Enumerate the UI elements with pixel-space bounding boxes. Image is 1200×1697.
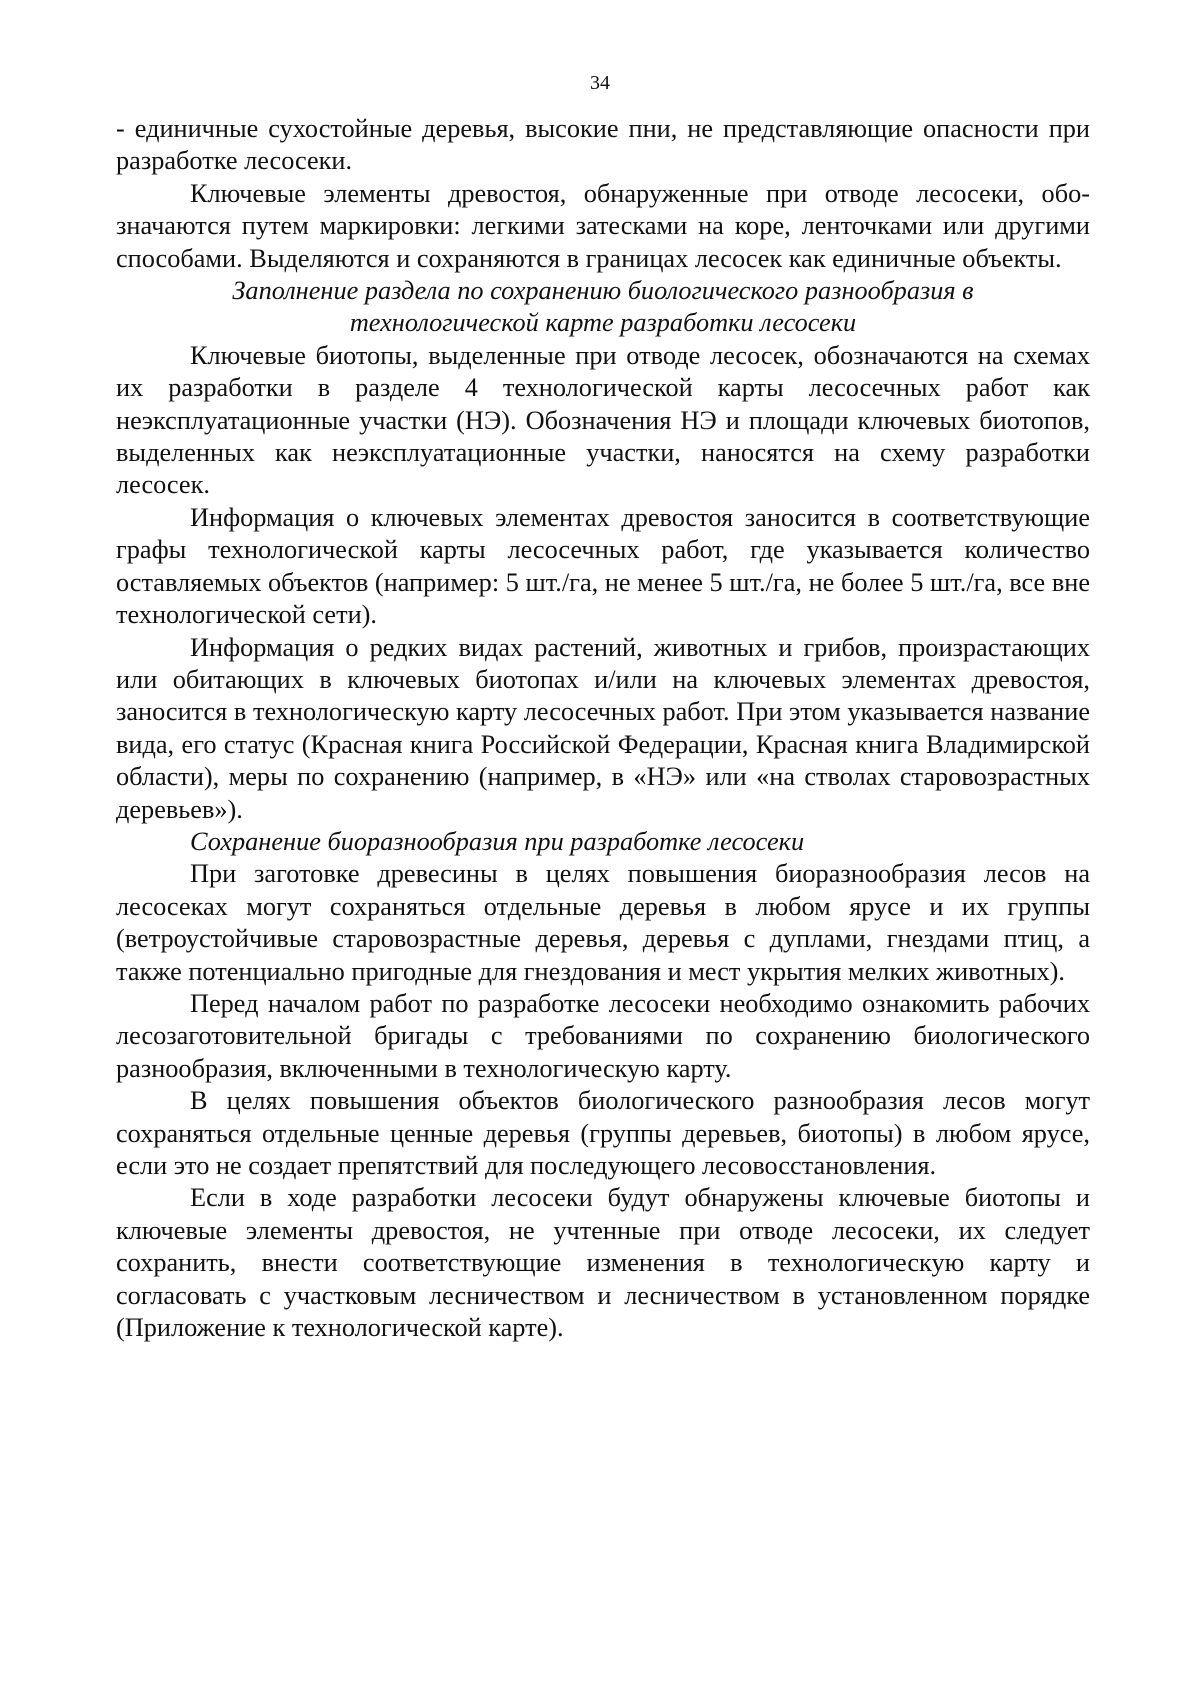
paragraph-rare-species: Информация о редких видах растений, животных и грибов, произрастающих или обитающих в ключевых биотопах и/или на ключевых элементах древостоя, заносится в технологическую карту лесосечных работ. При этом указывается название вида, его статус (Красная книга Российской Федерации, Красная книга Владимирской области), меры по сохранению (например, в «НЭ» или «на стволах старовозрастных деревьев»). (116, 632, 1090, 824)
section-heading-line-1: Заполнение раздела по сохранению биологического разнообразия в (232, 276, 974, 306)
paragraph-key-elements-marking: Ключевые элементы древостоя, обнаруженные при отводе лесосеки, обозначаются путем маркировки: легкими затесками на коре, ленточками или другими способами. Выделяются и сохраняются в границах лесосек как единичные объекты. (116, 178, 1090, 273)
paragraph-dead-trees: - единичные сухостойные деревья, высокие пни, не представляющие опасности при разработке лесосеки. (116, 114, 1090, 176)
paragraph-valuable-trees: В целях повышения объектов биологического разнообразия лесов могут сохраняться отдельные ценные деревья (группы деревьев, биотопы) в любом ярусе, если это не создает препятствий для последующего лесовосстановления. (116, 1086, 1090, 1180)
paragraph-key-biotopes: Ключевые биотопы, выделенные при отводе лесосек, обозначаются на схемах их разработки в разделе 4 технологической карты лесосечных работ как неэксплуатационные участки (НЭ). Обозначения НЭ и площади ключевых биотопов, выделенных как неэксплуатационные участки, наносятся на схему разработки лесосек. (116, 340, 1090, 500)
paragraph-key-elements-info: Информация о ключевых элементах древостоя заносится в соответствующие графы технологической карты лесосечных работ, где указывается количество оставляемых объектов (например: 5 шт./га, не менее 5 шт./га, не более 5 шт./га, все вне технологической сети). (116, 502, 1090, 630)
document-body (116, 113, 1090, 1344)
paragraph-crew-briefing: Перед началом работ по разработке лесосеки необходимо ознакомить рабочих лесозаготовительной бригады с требованиями по сохранению биологического разнообразия, включенными в технологическую карту. (116, 988, 1090, 1083)
paragraph-unrecorded-biotopes: Если в ходе разработки лесосеки будут обнаружены ключевые биотопы и ключевые элементы древостоя, не учтенные при отводе лесосеки, их следует сохранить, внести соответствующие изменения в технологическую карту и согласовать с участковым лесничеством и лесничеством в установленном порядке (Приложение к технологической карте). (116, 1183, 1090, 1343)
section-heading-biodiversity-logging: Сохранение биоразнообразия при разработке лесосеки (190, 826, 805, 856)
paragraph-tree-retention: При заготовке древесины в целях повышения биоразнообразия лесов на лесосеках могут сохраняться отдельные деревья в любом ярусе и их группы (ветроустойчивые старовозрастные деревья, деревья с дуплами, гнездами птиц, а также потенциально пригодные для гнездования и мест укрытия мелких животных). (116, 859, 1090, 986)
section-heading-biodiversity-map (116, 275, 1090, 340)
page-number: 34 (590, 72, 610, 94)
section-heading-line-2: технологической карте разработки лесосеки (349, 308, 857, 338)
